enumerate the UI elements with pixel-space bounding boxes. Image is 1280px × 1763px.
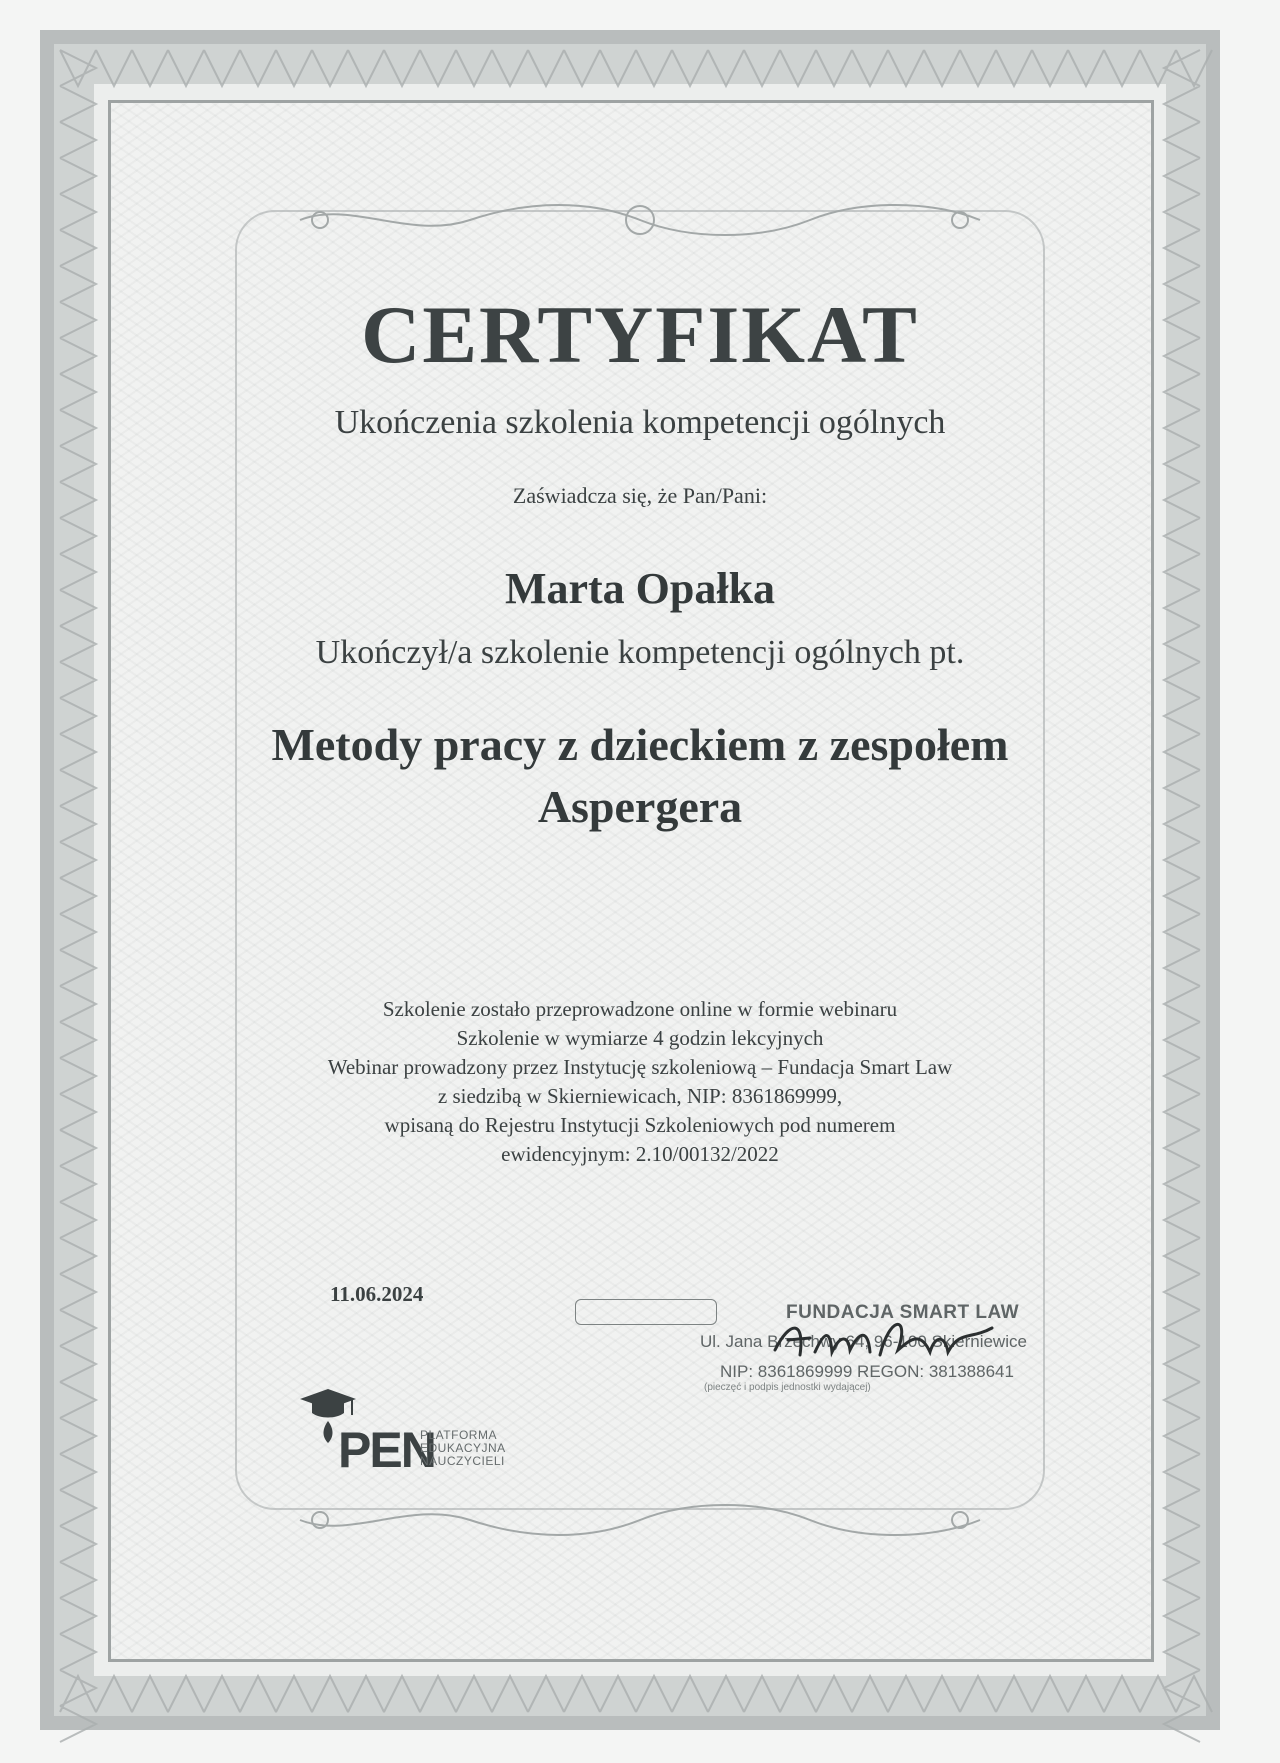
pen-logo-subtitle-line: EDUKACYJNA — [420, 1441, 506, 1455]
attestation-text: Zaświadcza się, że Pan/Pani: — [512, 483, 768, 508]
issue-date: 11.06.2024 — [330, 1282, 424, 1306]
details-line: z siedzibą w Skierniewicach, NIP: 8361869999, — [437, 1084, 843, 1108]
details-line: Webinar prowadzony przez Instytucję szkoleniową – Fundacja Smart Law — [327, 1055, 953, 1079]
details-line: Szkolenie zostało przeprowadzone online w formie webinaru — [382, 997, 898, 1021]
completion-text: Ukończył/a szkolenie kompetencji ogólnych pt. — [315, 634, 965, 671]
pen-logo-subtitle-line: NAUCZYCIELI — [420, 1454, 505, 1468]
pen-logo-wordmark: PEN — [338, 1422, 435, 1478]
course-title-line-1: Metody pracy z dzieckiem z zespołem — [271, 719, 1009, 770]
stamp-address: Ul. Jana Brzechwy 64, 96-100 Skierniewice — [700, 1332, 1027, 1351]
bottom-scroll-ornament — [290, 1500, 990, 1540]
recipient-name: Marta Opałka — [504, 564, 776, 613]
certificate-subtitle: Ukończenia szkolenia kompetencji ogólnych — [334, 404, 946, 441]
pen-logo — [298, 1385, 506, 1485]
training-details — [0, 995, 1280, 1169]
course-title-line-2: Aspergera — [537, 781, 743, 832]
details-line: ewidencyjnym: 2.10/00132/2022 — [501, 1142, 779, 1166]
details-line: Szkolenie w wymiarze 4 godzin lekcyjnych — [456, 1026, 824, 1050]
stamp-organization-name: FUNDACJA SMART LAW — [786, 1302, 1020, 1323]
stamp-caption: (pieczęć i podpis jednostki wydającej) — [704, 1382, 871, 1393]
details-line: wpisaną do Rejestru Instytucji Szkoleniowych pod numerem — [384, 1113, 896, 1137]
stamp-tax-ids: NIP: 8361869999 REGON: 381388641 — [720, 1362, 1014, 1381]
pen-logo-subtitle-line: PLATFORMA — [420, 1428, 497, 1442]
top-scroll-ornament — [290, 200, 990, 240]
certificate-title: CERTYFIKAT — [361, 289, 919, 380]
handwritten-signature — [770, 1310, 1000, 1370]
course-title — [0, 714, 1280, 838]
pen-logo-subtitle — [420, 1429, 506, 1468]
